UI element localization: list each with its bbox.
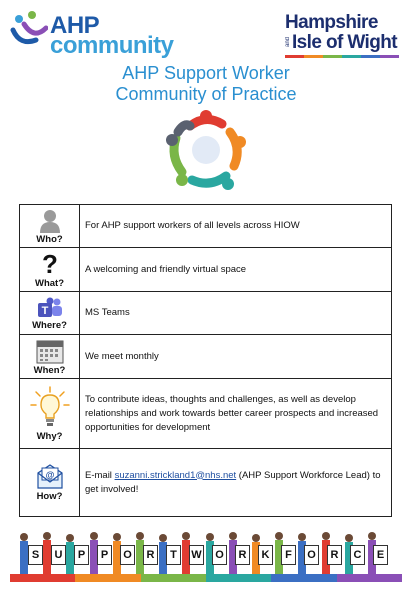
row-text: A welcoming and friendly virtual space bbox=[80, 248, 392, 292]
support-workforce-letters bbox=[28, 545, 388, 569]
icon-cell bbox=[20, 379, 80, 449]
banner-letter: C bbox=[350, 545, 365, 565]
ahp-logo-line1: AHP bbox=[50, 12, 100, 39]
row-text: To contribute ideas, thoughts and challenges, as well as develop relationships and work towards better career prospects and increased opportunities for development bbox=[80, 379, 392, 449]
icon-cell bbox=[20, 205, 80, 248]
row-text: We meet monthly bbox=[80, 335, 392, 379]
banner-letter: K bbox=[258, 545, 273, 565]
how-text-after: (AHP Support Workforce Lead) to get involved! bbox=[85, 469, 381, 495]
row-label: When? bbox=[33, 365, 66, 376]
ahp-people-logo-icon bbox=[10, 10, 48, 50]
ahp-logo-line2: community bbox=[50, 32, 174, 59]
email-icon bbox=[35, 464, 65, 490]
how-text-before: E-mail bbox=[85, 469, 115, 481]
svg-text:T: T bbox=[41, 304, 48, 317]
hiow-color-bars bbox=[285, 55, 399, 58]
banner-letter: E bbox=[373, 545, 388, 565]
ahp-community-logo bbox=[10, 10, 180, 59]
banner-letter: R bbox=[235, 545, 250, 565]
banner-letter: R bbox=[143, 545, 158, 565]
row-text: MS Teams bbox=[80, 292, 392, 335]
row-label: How? bbox=[36, 491, 63, 502]
table-row-how bbox=[20, 449, 392, 517]
table-row-what bbox=[20, 248, 392, 292]
banner-letter: O bbox=[120, 545, 135, 565]
icon-cell bbox=[20, 335, 80, 379]
banner-letter: S bbox=[28, 545, 43, 565]
row-label: What? bbox=[34, 278, 65, 289]
table-row-who bbox=[20, 205, 392, 248]
row-label: Where? bbox=[32, 319, 67, 331]
info-table bbox=[19, 204, 392, 517]
header bbox=[0, 0, 412, 62]
page-title-line2: Community of Practice bbox=[115, 84, 297, 104]
row-text-how bbox=[80, 449, 392, 517]
lightbulb-icon bbox=[30, 386, 70, 430]
row-label: Who? bbox=[36, 233, 63, 245]
hiow-logo-and: and bbox=[285, 37, 291, 48]
banner-letter: W bbox=[189, 545, 204, 565]
question-mark-icon bbox=[41, 251, 59, 277]
person-icon bbox=[39, 209, 61, 233]
calendar-icon bbox=[36, 338, 64, 364]
table-row-why bbox=[20, 379, 392, 449]
banner-letter: O bbox=[304, 545, 319, 565]
hampshire-iow-logo bbox=[283, 10, 403, 60]
row-label: Why? bbox=[36, 431, 63, 442]
row-text: For AHP support workers of all levels across HIOW bbox=[80, 205, 392, 248]
table-row-where bbox=[20, 292, 392, 335]
email-link[interactable]: suzanni.strickland1@nhs.net bbox=[114, 469, 237, 481]
community-circle-icon bbox=[160, 104, 252, 196]
icon-cell bbox=[20, 449, 80, 517]
table-row-when bbox=[20, 335, 392, 379]
svg-text:?: ? bbox=[41, 251, 58, 277]
banner-letter: R bbox=[327, 545, 342, 565]
hiow-logo-line2: Isle of Wight bbox=[292, 32, 397, 53]
icon-cell bbox=[20, 248, 80, 292]
icon-cell bbox=[20, 292, 80, 335]
banner-letter: P bbox=[97, 545, 112, 565]
hiow-logo-line1: Hampshire bbox=[285, 12, 378, 33]
ms-teams-icon bbox=[37, 297, 63, 319]
banner-letter: T bbox=[166, 545, 181, 565]
banner-letter: O bbox=[212, 545, 227, 565]
support-workforce-banner bbox=[10, 528, 402, 584]
page-title-line1: AHP Support Worker bbox=[122, 63, 290, 83]
banner-letter: P bbox=[74, 545, 89, 565]
banner-color-bar bbox=[10, 574, 402, 582]
svg-text:@: @ bbox=[45, 470, 54, 480]
banner-letter: F bbox=[281, 545, 296, 565]
banner-letter: U bbox=[51, 545, 66, 565]
